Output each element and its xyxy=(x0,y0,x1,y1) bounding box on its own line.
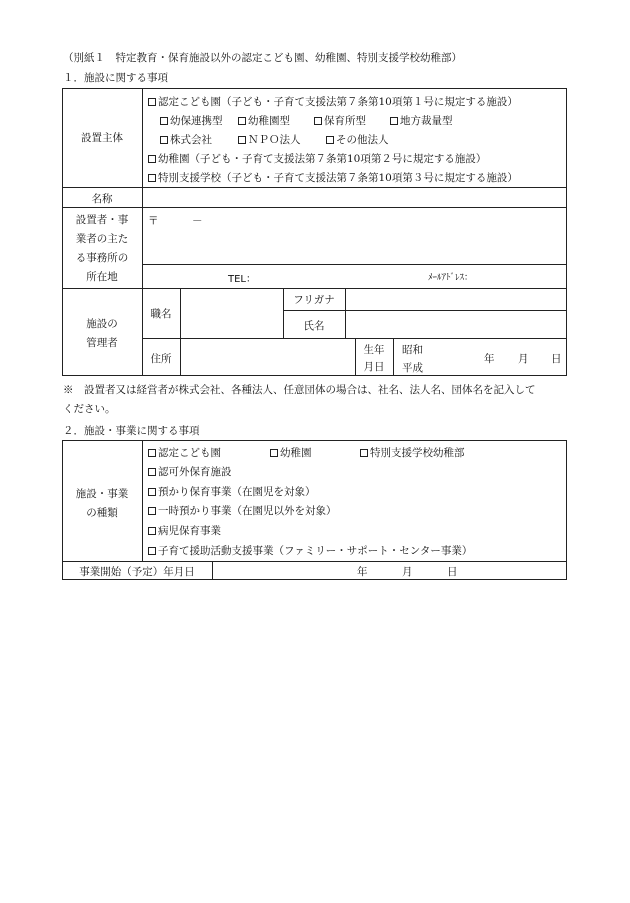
biz-option-ninkagai[interactable]: 認可外保育施設 xyxy=(148,464,232,479)
option-kabushiki[interactable]: 株式会社 xyxy=(160,132,212,147)
postal-dash: － xyxy=(192,215,203,227)
option-npo[interactable]: ＮＰＯ法人 xyxy=(238,132,301,147)
option-hoikusho-gata[interactable]: 保育所型 xyxy=(314,113,366,128)
option-tokubetsu-shien[interactable]: 特別支援学校（子ども・子育て支援法第７条第10項第３号に規定する施設） xyxy=(148,170,518,185)
checkbox-icon[interactable] xyxy=(314,117,322,125)
checkbox-icon[interactable] xyxy=(148,98,156,106)
email-label: ﾒｰﾙｱﾄﾞﾚｽ： xyxy=(428,273,474,283)
checkbox-icon[interactable] xyxy=(148,155,156,163)
start-date-label: 事業開始（予定）年月日 xyxy=(79,566,195,578)
checkbox-icon[interactable] xyxy=(270,449,278,457)
furigana-field[interactable] xyxy=(347,290,565,309)
shimei-label: 氏名 xyxy=(303,320,325,332)
biz-option-yochien[interactable]: 幼稚園 xyxy=(270,445,312,460)
option-yoho-renkei[interactable]: 幼保連携型 xyxy=(160,113,223,128)
manager-label: 施設の 管理者 xyxy=(86,318,118,349)
checkbox-icon[interactable] xyxy=(238,136,246,144)
birth-month-unit: 月 xyxy=(518,353,529,365)
section1-title: １．施設に関する事項 xyxy=(63,72,168,84)
checkbox-icon[interactable] xyxy=(238,117,246,125)
checkbox-icon[interactable] xyxy=(160,117,168,125)
biz-option-azukari[interactable]: 預かり保育事業（在園児を対象） xyxy=(148,484,316,499)
jusho-field[interactable] xyxy=(182,340,353,375)
checkbox-icon[interactable] xyxy=(390,117,398,125)
jusho-label: 住所 xyxy=(150,353,172,365)
checkbox-icon[interactable] xyxy=(148,174,156,182)
setup-entity-label: 設置主体 xyxy=(81,132,123,144)
tel-label: TEL： xyxy=(228,274,256,285)
checkbox-icon[interactable] xyxy=(148,547,156,555)
start-day-unit: 日 xyxy=(447,566,458,578)
start-year-unit: 年 xyxy=(357,566,368,578)
checkbox-icon[interactable] xyxy=(148,449,156,457)
birth-day-unit: 日 xyxy=(551,353,562,365)
option-nintei-kodomoen[interactable]: 認定こども園（子ども・子育て支援法第７条第10項第１号に規定する施設） xyxy=(148,94,518,109)
postal-mark: 〒 xyxy=(148,215,159,227)
name-label: 名称 xyxy=(91,193,113,205)
job-title-label: 職名 xyxy=(150,308,172,320)
start-month-unit: 月 xyxy=(402,566,413,578)
checkbox-icon[interactable] xyxy=(148,468,156,476)
birth-year-unit: 年 xyxy=(484,353,495,365)
biz-option-nintei[interactable]: 認定こども園 xyxy=(148,445,221,460)
option-yochien[interactable]: 幼稚園（子ども・子育て支援法第７条第10項第２号に規定する施設） xyxy=(148,151,486,166)
birth-label: 生年 月日 xyxy=(363,344,385,373)
checkbox-icon[interactable] xyxy=(326,136,334,144)
document-header: （別紙１ 特定教育・保育施設以外の認定こども園、幼稚園、特別支援学校幼稚部） xyxy=(63,52,462,64)
checkbox-icon[interactable] xyxy=(360,449,368,457)
checkbox-icon[interactable] xyxy=(148,507,156,515)
checkbox-icon[interactable] xyxy=(148,527,156,535)
checkbox-icon[interactable] xyxy=(160,136,168,144)
option-yochien-gata[interactable]: 幼稚園型 xyxy=(238,113,290,128)
section2-title: ２．施設・事業に関する事項 xyxy=(63,425,200,437)
era-showa[interactable]: 昭和 xyxy=(402,344,423,356)
biz-option-ichiji[interactable]: 一時預かり事業（在園児以外を対象） xyxy=(148,503,337,518)
biz-option-tokubetsu[interactable]: 特別支援学校幼稚部 xyxy=(360,445,465,460)
checkbox-icon[interactable] xyxy=(148,488,156,496)
biz-option-byoji[interactable]: 病児保育事業 xyxy=(148,523,221,538)
note-line-2: ください。 xyxy=(63,403,116,415)
address-field[interactable] xyxy=(145,228,565,262)
note-line-1: ※ 設置者又は経営者が株式会社、各種法人、任意団体の場合は、社名、法人名、団体名を記入して xyxy=(63,384,536,396)
biz-option-kosodate[interactable]: 子育て援助活動支援事業（ファミリー・サポート・センター事業） xyxy=(148,543,472,558)
address-label: 設置者・事 業者の主た る事務所の 所在地 xyxy=(75,214,129,283)
option-sonota-hojin[interactable]: その他法人 xyxy=(326,132,389,147)
option-chiho-sairyo[interactable]: 地方裁量型 xyxy=(390,113,453,128)
era-heisei[interactable]: 平成 xyxy=(402,362,423,374)
shimei-field[interactable] xyxy=(347,312,565,337)
name-field[interactable] xyxy=(145,189,565,206)
job-title-field[interactable] xyxy=(182,290,281,336)
business-type-label: 施設・事業 の種類 xyxy=(75,488,129,519)
furigana-label: フリガナ xyxy=(293,294,335,306)
